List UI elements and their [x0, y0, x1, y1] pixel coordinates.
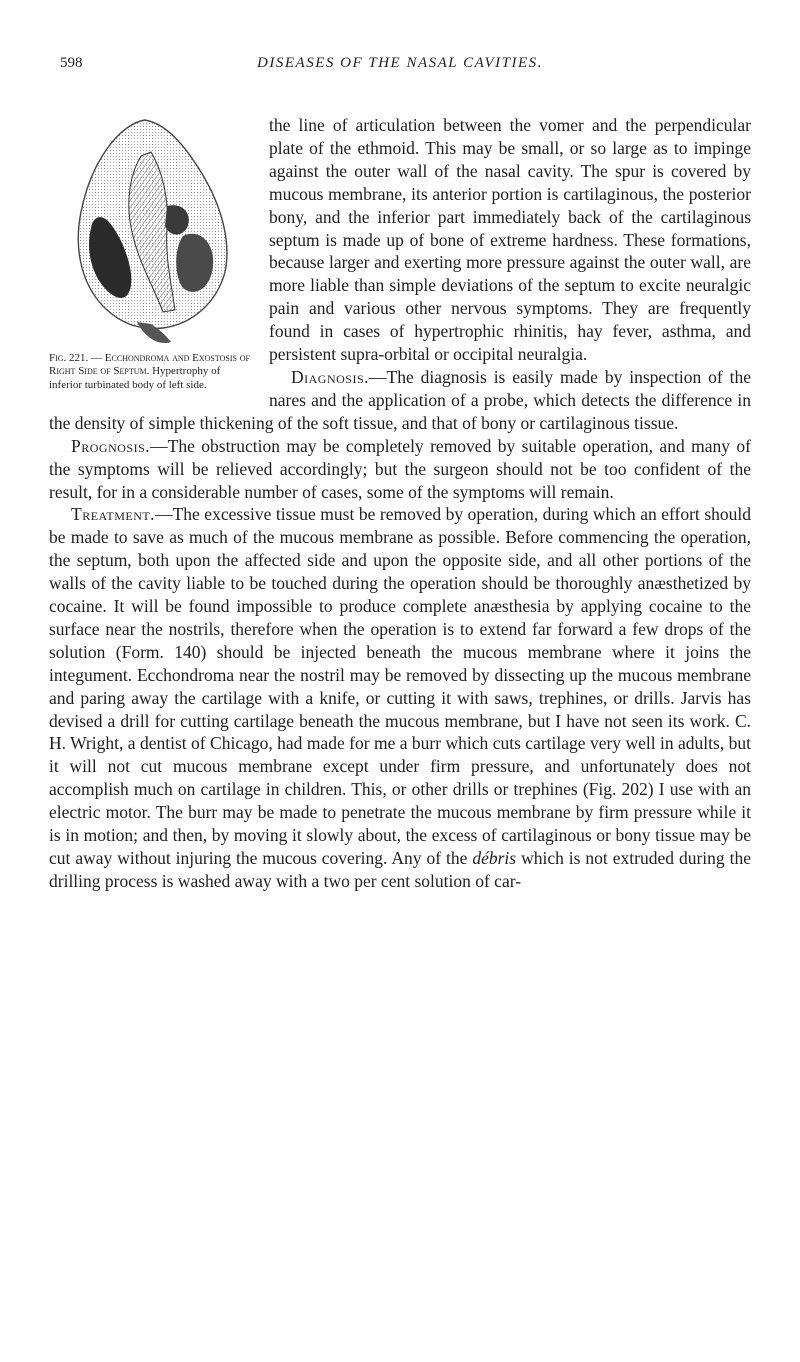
running-head — [60, 55, 740, 77]
treatment-italic-debris: débris — [472, 848, 517, 868]
diagnosis-heading: Diagnosis. — [291, 366, 370, 387]
paragraph-treatment — [49, 503, 751, 892]
body-text — [49, 114, 751, 893]
figure-caption — [49, 352, 255, 392]
treatment-text-1: —The excessive tissue must be removed by operation, during which an effort should be made to save as much of the mucous membrane as possible. Before commencing the operation, the septum, both upon the affected side and upon the opposite side, and all other portions of the walls of the cavity liable to be touched during the operation should be thoroughly anæsthetized by cocaine. It will be found impossible to produce complete anæsthesia by applying cocaine to the surface near the nostrils, therefore when the operation is to extend far forward a few drops of the solution (Form. 140) should be injected beneath the mucous membrane where it joins the integument. Ecchondroma near the nostril may be removed by dissecting up the mucous membrane and paring away the cartilage with a knife, or cutting it with saws, trephines, or drills. Jarvis has devised a drill for cutting cartilage beneath the mucous membrane, but I have not seen its work. C. H. Wright, a dentist of Chicago, had made for me a burr which cuts cartilage very well in adults, but it will not cut mucous membrane except under firm pressure, and unfortunately does not accomplish much on cartilage in children. This, or other drills or trephines (Fig. 202) I use with an electric motor. The burr may be made to penetrate the mucous membrane by firm pressure while it is in motion; and then, by moving it slowly about, the excess of cartilaginous or bony tissue may be cut away without injuring the mucous covering. Any of the — [49, 504, 751, 868]
figure-221 — [49, 116, 255, 392]
illustration-icon — [67, 116, 233, 348]
paragraph-intro: the line of articulation between the vomer and the perpendicular plate of the ethmoid. This may be small, or so large as to impinge against the outer wall of the nasal cavity. The spur is covered by mucous membrane, its anterior portion is cartilaginous, the posterior bony, and the inferior part immediately back of the cartilaginous septum is made up of bone of extreme hardness. These formations, because larger and exerting more pressure against the outer wall, are more liable than simple deviations of the septum to excite neuralgic pain and various other nervous symptoms. They are frequently found in cases of hypertrophic rhinitis, hay fever, asthma, and persistent supra-orbital or occipital neuralgia. — [269, 115, 751, 365]
paragraph-prognosis — [49, 435, 751, 504]
treatment-heading: Treatment. — [71, 504, 156, 525]
running-title: DISEASES OF THE NASAL CAVITIES. — [257, 55, 543, 71]
treatment-text-2: which is not extruded during the drilling process is washed away with a two per cent solution of car- — [49, 848, 751, 891]
page-number: 598 — [60, 55, 83, 71]
figure-caption-label: Fig. 221. — Ecchondroma and Exostosis of Right Side of Septum. — [49, 352, 250, 378]
prognosis-heading: Prognosis. — [71, 435, 151, 456]
diagnosis-text: —The diagnosis is easily made by inspection of the nares and the application of a probe, which detects the difference in the density of simple thickening of the soft tissue, and that of bony or cartilaginous tissue. — [49, 366, 751, 433]
prognosis-text: —The obstruction may be completely removed by suitable operation, and many of the symptoms will be relieved accordingly; but the surgeon should not be too confident of the result, for in a considerable number of cases, some of the symptoms will remain. — [49, 435, 751, 502]
figure-caption-text: Hypertrophy of inferior turbinated body of left side. — [49, 365, 221, 391]
